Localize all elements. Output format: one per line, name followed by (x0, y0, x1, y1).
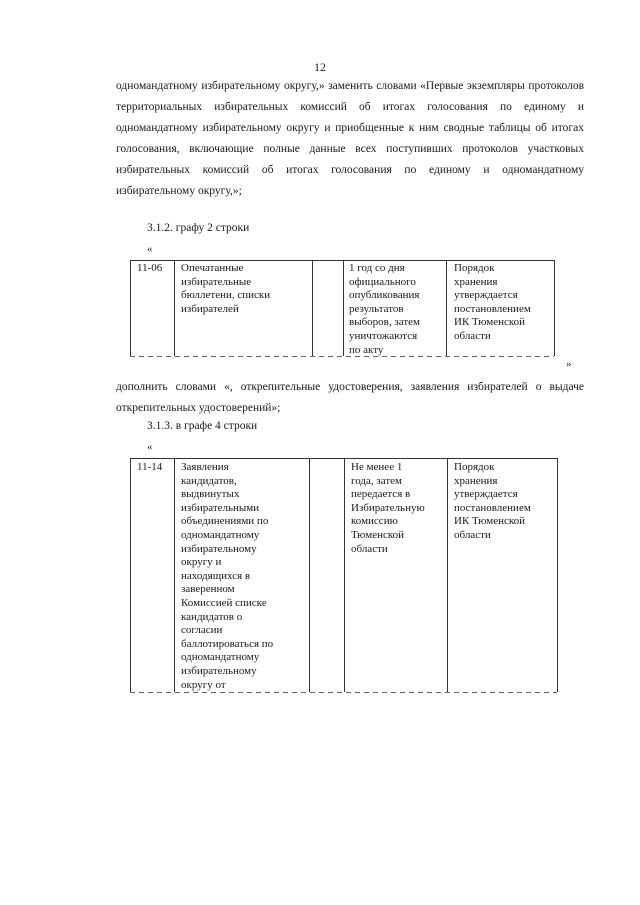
table-1-name: Опечатанные избирательные бюллетени, списки избирателей (181, 262, 271, 315)
clause-3-1-2: 3.1.2. графу 2 строки (147, 222, 250, 234)
close-quote-1: » (566, 358, 572, 370)
open-quote-2: « (147, 441, 153, 453)
page-number: 12 (314, 60, 326, 74)
amendment-paragraph-1: одномандатному избирательному округу,» заменить словами «Первые экземпляры протоколов территориальных избирательных комиссий об итогах голосования по единому и одномандатному избирательному округу и приобщенные к ним сводные таблицы об итогах голосования, включающие полные данные всех поступивших протоколов участковых избирательных комиссий об итогах голосования по единому и одномандатному избирательному округу,»; (116, 80, 584, 197)
table-2-code: 11-14 (137, 461, 163, 473)
open-quote-1: « (147, 243, 153, 255)
table-2-name: Заявления кандидатов, выдвинутых избирательными объединениями по одномандатному избирательному округу и находящихся в заверенном Комиссией списке кандидатов о согласии баллотироваться по одномандатному избирательному округу от (181, 461, 274, 691)
amendment-paragraph-2: дополнить словами «, открепительные удостоверения, заявления избирателей о выдаче открепительных удостоверений»; (116, 381, 584, 414)
table-1-note: Порядок хранения утверждается постановлением ИК Тюменской области (454, 262, 531, 342)
table-2-note: Порядок хранения утверждается постановлением ИК Тюменской области (454, 461, 531, 541)
clause-3-1-3: 3.1.3. в графе 4 строки (147, 420, 258, 432)
table-2-term: Не менее 1 года, затем передается в Избирательную комиссию Тюменской области (351, 461, 425, 555)
table-1-term: 1 год со дня официального опубликования результатов выборов, затем уничтожаются по акту (349, 262, 420, 356)
table-1-code: 11-06 (137, 262, 163, 274)
